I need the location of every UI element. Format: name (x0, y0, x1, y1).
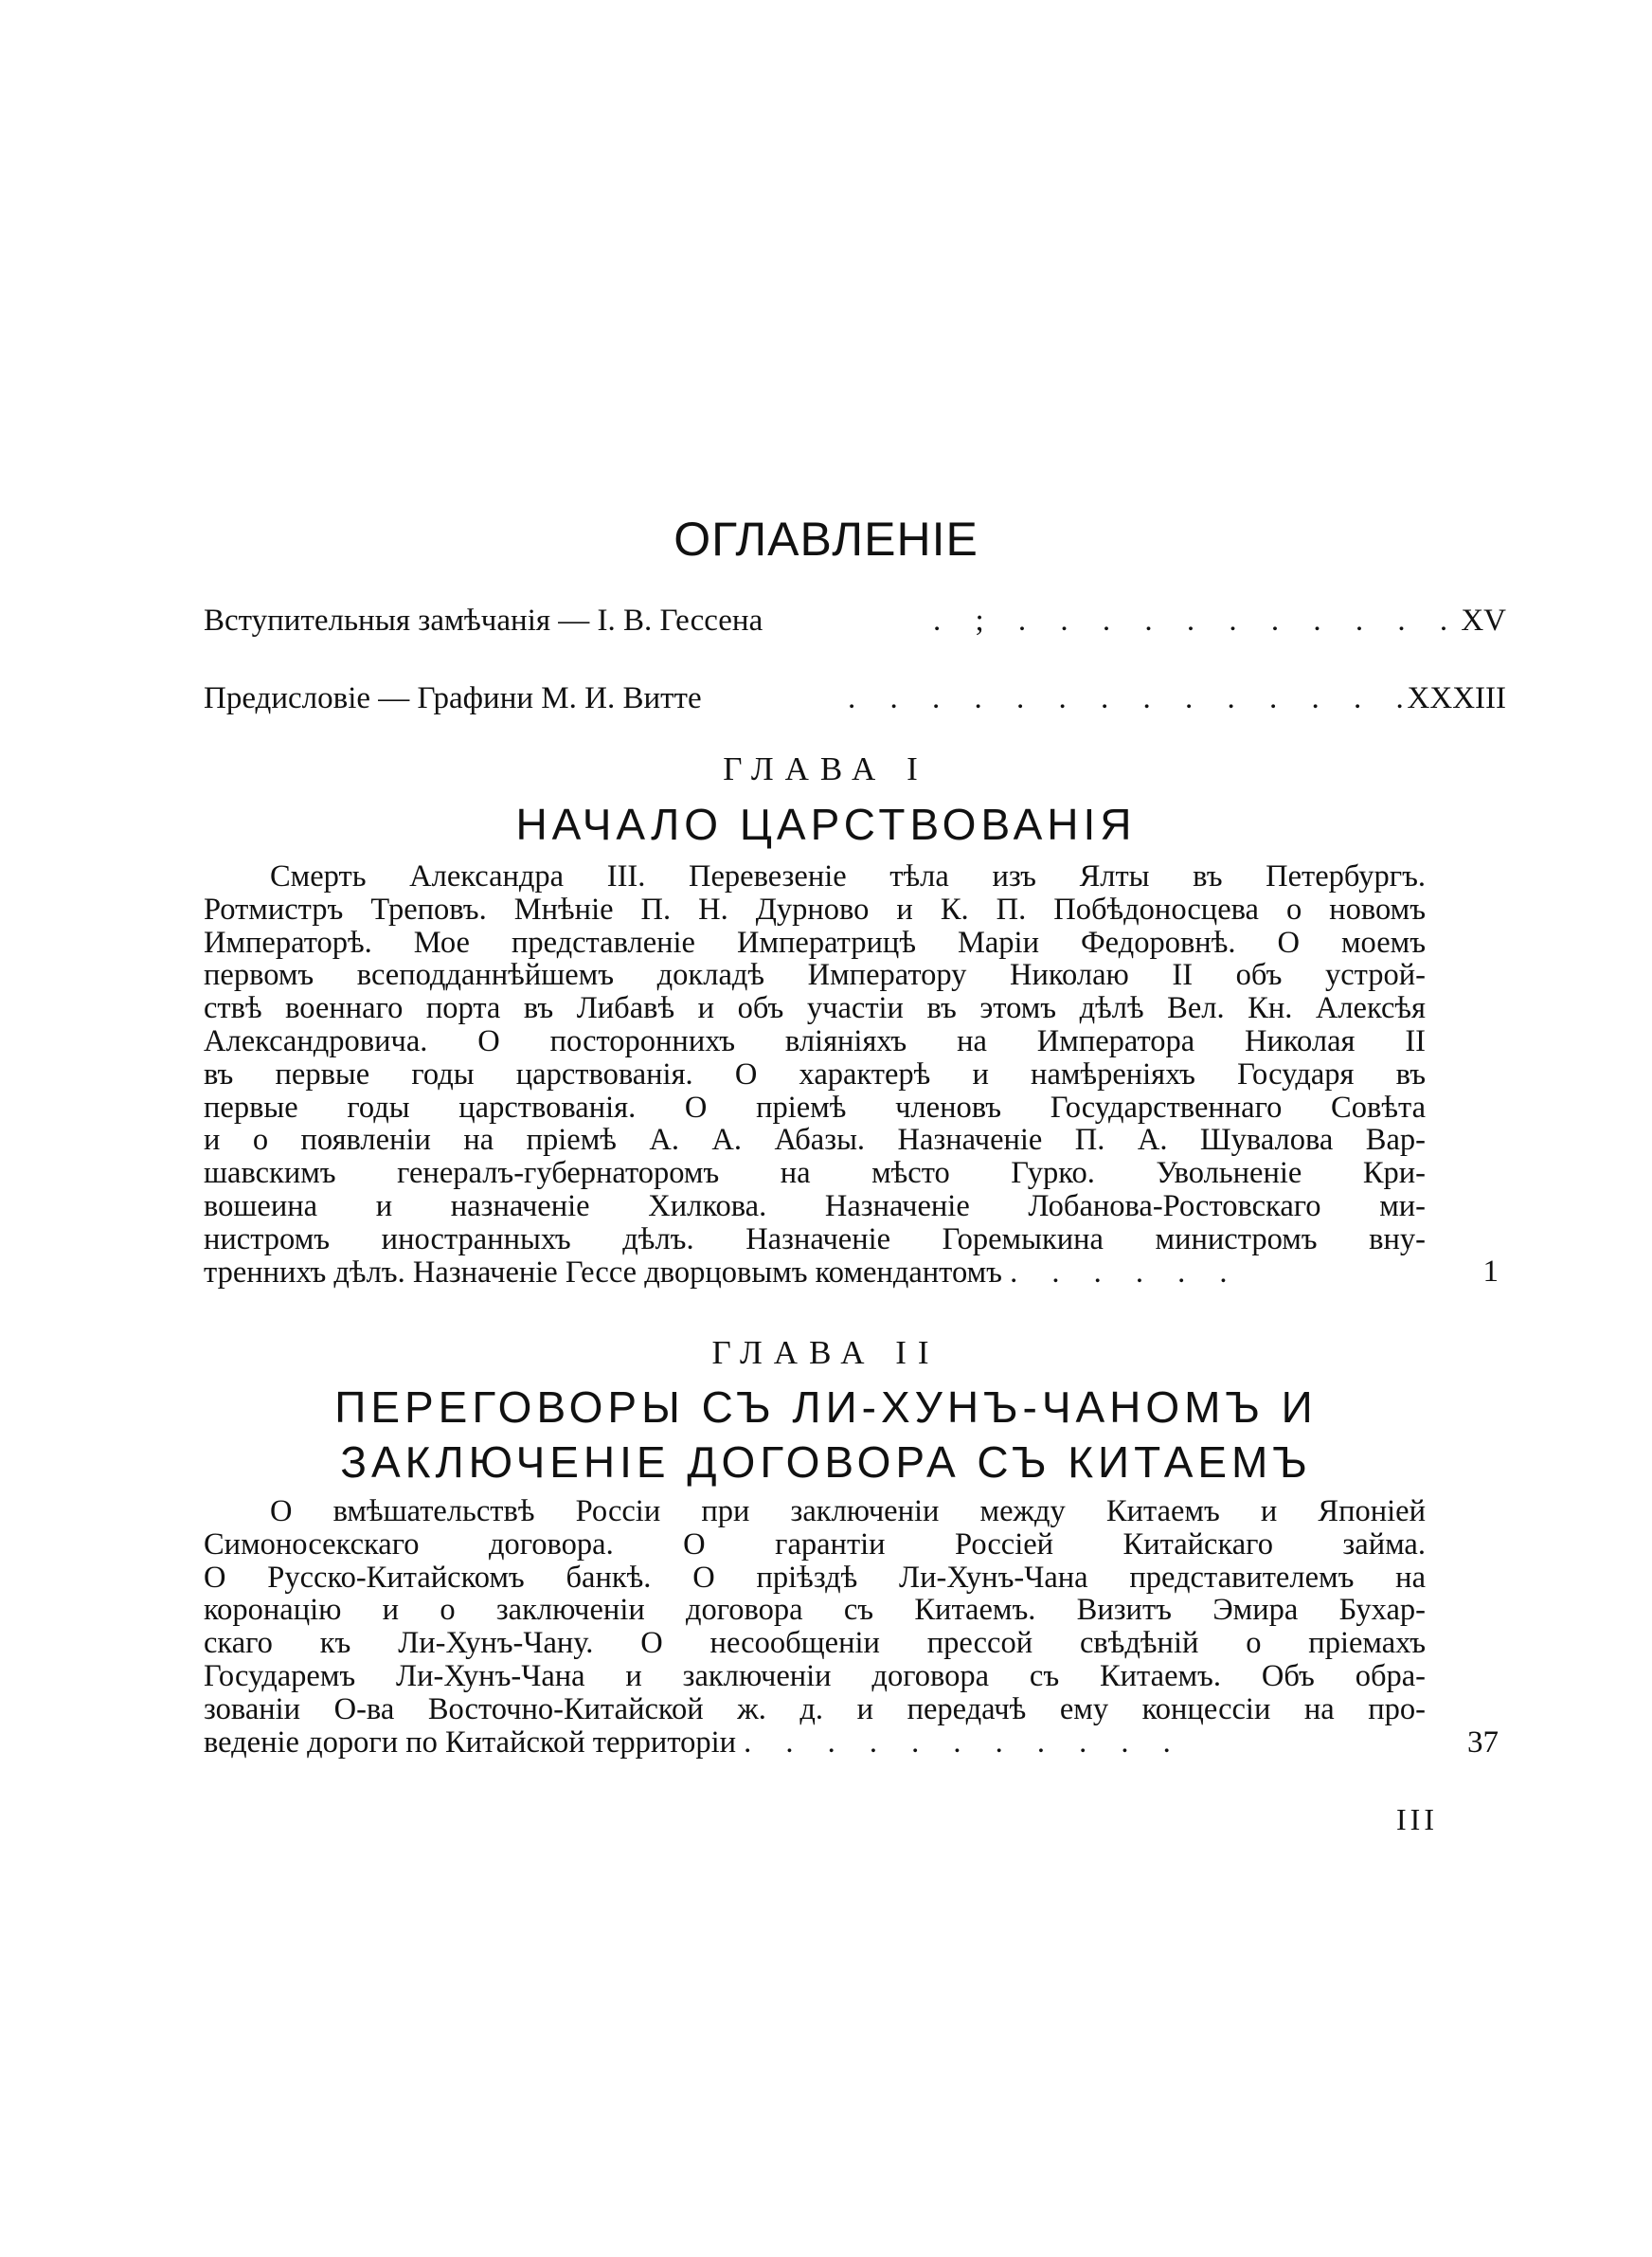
summary-line: Александровича. О постороннихъ вліяніяхъ на Императора Николая II (204, 1023, 1426, 1058)
summary-line: Императорѣ. Мое представленіе Императрицѣ Маріи Федоровнѣ. О моемъ (204, 925, 1426, 960)
summary-line-text: веденіе дороги по Китайской территоріи (204, 1724, 737, 1760)
toc-entry-preface (204, 675, 1506, 722)
summary-line: въ первые годы царствованія. О характерѣ и намѣреніяхъ Государя въ (204, 1056, 1426, 1092)
chapter-title (0, 797, 1652, 852)
chapter-title-line: ЗАКЛЮЧЕНІЕ ДОГОВОРА СЪ КИТАЕМЪ (340, 1437, 1312, 1487)
chapter-summary (204, 860, 1426, 1289)
chapter-label: ГЛАВА I (723, 750, 929, 787)
summary-line: шавскимъ генералъ-губернаторомъ на мѣсто Гурко. Увольненіе Кри- (204, 1156, 1426, 1191)
toc-page-number: 37 (1467, 1725, 1499, 1760)
leader-dots: . . . . . . . . . . . . . . (848, 681, 1417, 715)
summary-line: скаго къ Ли-Хунъ-Чану. О несообщеніи прессой свѣдѣній о пріемахъ (204, 1626, 1426, 1661)
leader-dots: . ; . . . . . . . . . . . (933, 604, 1462, 638)
summary-line: вошеина и назначеніе Хилкова. Назначеніе Лобанова-Ростовскаго ми- (204, 1188, 1426, 1223)
toc-page-number: XV (1461, 604, 1506, 638)
summary-line-text: треннихъ дѣлъ. Назначеніе Гессе дворцовымъ комендантомъ (204, 1255, 1002, 1290)
chapter-title-line: ПЕРЕГОВОРЫ СЪ ЛИ-ХУНЪ-ЧАНОМЪ И (334, 1382, 1318, 1432)
summary-line: Государемъ Ли-Хунъ-Чана и заключеніи договора съ Китаемъ. Объ обра- (204, 1658, 1426, 1693)
leader-dots: . . . . . . . . . . . (744, 1724, 1184, 1760)
toc-entry-introduction (204, 597, 1506, 644)
leader-dots: . . . . . . (1010, 1255, 1241, 1290)
summary-line: Смерть Александра III. Перевезеніе тѣла изъ Ялты въ Петербургъ. (270, 859, 1426, 894)
toc-entry-label: Вступительныя замѣчанія — І. В. Гессена (204, 604, 763, 638)
summary-line: первые годы царствованія. О пріемѣ членовъ Государственнаго Совѣта (204, 1090, 1426, 1125)
folio-page-number: III (1396, 1802, 1438, 1836)
chapter-title (0, 1380, 1652, 1490)
summary-line: Симоносекскаго договора. О гарантіи Россіей Китайскаго займа. (204, 1526, 1426, 1562)
summary-line: ствѣ военнаго порта въ Либавѣ и объ участіи въ этомъ дѣлѣ Вел. Кн. Алексѣя (204, 991, 1426, 1026)
chapter-label: ГЛАВА II (711, 1334, 941, 1371)
summary-line: зованіи О-ва Восточно-Китайской ж. д. и передачѣ ему концессіи на про- (204, 1691, 1426, 1726)
chapter-summary (204, 1495, 1426, 1759)
summary-line: Ротмистръ Треповъ. Мнѣніе П. Н. Дурново и К. П. Побѣдоносцева о новомъ (204, 892, 1426, 927)
summary-line: первомъ всеподданнѣйшемъ докладѣ Императору Николаю II объ устрой- (204, 958, 1426, 993)
page-title: ОГЛАВЛЕНІЕ (673, 513, 979, 566)
summary-line: коронацію и о заключеніи договора съ Китаемъ. Визитъ Эмира Бухар- (204, 1593, 1426, 1628)
toc-page-number: XXXIII (1407, 681, 1506, 715)
summary-line-last (204, 1726, 1426, 1760)
summary-line: нистромъ иностранныхъ дѣлъ. Назначеніе Горемыкина министромъ вну- (204, 1221, 1426, 1256)
toc-entry-label: Предисловіе — Графини М. И. Витте (204, 681, 702, 715)
toc-page-number: 1 (1482, 1255, 1499, 1289)
chapter-title-line: НАЧАЛО ЦАРСТВОВАНІЯ (515, 800, 1137, 849)
summary-line-last (204, 1256, 1426, 1290)
summary-line: и о появленіи на пріемѣ А. А. Абазы. Назначеніе П. А. Шувалова Вар- (204, 1123, 1426, 1158)
summary-line: О вмѣшательствѣ Россіи при заключеніи между Китаемъ и Японіей (270, 1494, 1426, 1528)
summary-line: О Русско-Китайскомъ банкѣ. О пріѣздѣ Ли-Хунъ-Чана представителемъ на (204, 1560, 1426, 1595)
